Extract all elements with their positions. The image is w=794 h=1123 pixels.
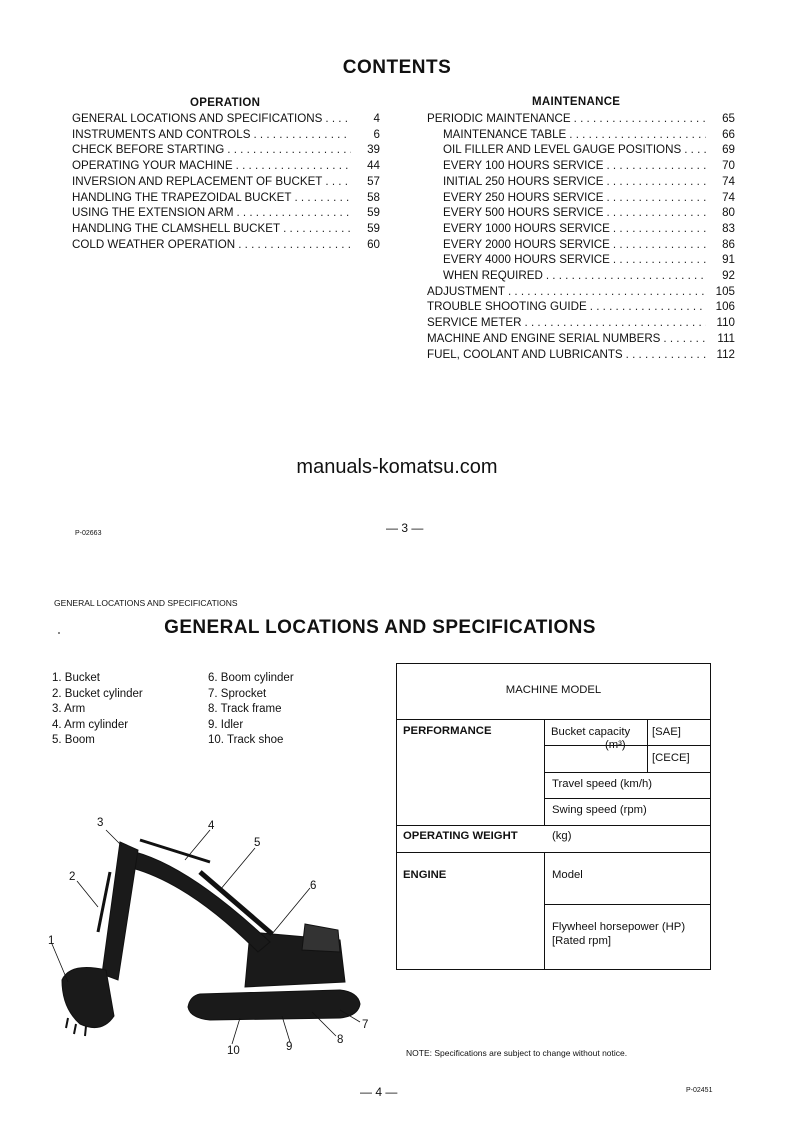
part-item: 2. Bucket cylinder [52, 687, 143, 700]
dot-leader [236, 205, 351, 221]
swing-speed-label: Swing speed (rpm) [552, 804, 647, 816]
page-number-4: — 4 — [360, 1085, 398, 1099]
dot-leader [569, 127, 706, 143]
engine-model-label: Model [552, 869, 583, 881]
dot-leader [590, 299, 706, 315]
operating-weight-label: OPERATING WEIGHT [403, 830, 518, 842]
dot-leader [606, 158, 706, 174]
toc-entry-title: USING THE EXTENSION ARM [72, 206, 234, 220]
toc-entry-title: EVERY 2000 HOURS SERVICE [443, 237, 610, 251]
dot-leader [613, 237, 706, 253]
toc-entry-page: 65 [722, 112, 735, 125]
toc-entry [427, 315, 735, 331]
toc-entry-page: 106 [715, 300, 735, 314]
kg-label: (kg) [552, 830, 572, 842]
engine-label: ENGINE [403, 869, 447, 881]
dot-leader [574, 111, 706, 127]
part-item: 5. Boom [52, 734, 95, 747]
dot-leader [227, 142, 351, 158]
part-item: 6. Boom cylinder [208, 672, 294, 684]
toc-entry-title: HANDLING THE CLAMSHELL BUCKET [72, 221, 281, 235]
toc-entry-title: INITIAL 250 HOURS SERVICE [443, 174, 604, 188]
toc-entry [427, 221, 735, 237]
toc-entry-title: EVERY 100 HOURS SERVICE [443, 159, 604, 173]
section-tag: GENERAL LOCATIONS AND SPECIFICATIONS [54, 598, 238, 608]
dot-leader [626, 347, 706, 363]
toc-entry-page: 57 [367, 174, 380, 188]
callout-5: 5 [254, 837, 261, 849]
section-title: GENERAL LOCATIONS AND SPECIFICATIONS [164, 617, 596, 638]
toc-entry-page: 110 [716, 316, 735, 330]
toc-entry-page: 92 [722, 269, 735, 283]
toc-entry-title: EVERY 500 HOURS SERVICE [443, 206, 604, 220]
toc-entry-title: MACHINE AND ENGINE SERIAL NUMBERS [427, 331, 661, 345]
ref-code-top: P-02663 [75, 530, 102, 537]
toc-entry-page: 39 [367, 143, 380, 157]
toc-entry-page: 69 [722, 143, 735, 157]
bucket-shape [62, 968, 114, 1028]
toc-entry-title: GENERAL LOCATIONS AND SPECIFICATIONS [72, 112, 323, 125]
toc-entry [427, 252, 735, 268]
toc-entry-title: WHEN REQUIRED [443, 269, 543, 283]
cece-label: [CECE] [652, 752, 690, 764]
toc-entry [72, 190, 380, 206]
arm-shape [102, 842, 138, 980]
dot-leader [236, 158, 351, 174]
dot-leader [525, 315, 707, 331]
toc-entry-page: 74 [722, 174, 735, 188]
toc-entry-page: 74 [722, 190, 735, 204]
toc-entry [72, 174, 380, 190]
toc-entry-title: TROUBLE SHOOTING GUIDE [427, 300, 587, 314]
dot-leader [663, 331, 706, 347]
toc-entry-page: 66 [722, 127, 735, 141]
toc-entry-page: 112 [716, 347, 735, 361]
dot-leader [606, 205, 706, 221]
track-shape [188, 990, 360, 1020]
toc-entry-title: FUEL, COOLANT AND LUBRICANTS [427, 347, 623, 361]
part-item: 10. Track shoe [208, 734, 284, 747]
callout-4: 4 [208, 820, 215, 832]
boom-shape [132, 852, 270, 952]
toc-entry-page: 59 [367, 206, 380, 220]
toc-entry [427, 268, 735, 284]
specification-note: NOTE: Specifications are subject to change without notice. [406, 1048, 628, 1058]
dot-leader [325, 174, 351, 190]
toc-entry-title: OIL FILLER AND LEVEL GAUGE POSITIONS [443, 143, 682, 157]
toc-entry [427, 174, 735, 190]
dot-leader [613, 252, 706, 268]
dot-leader [283, 221, 351, 237]
toc-entry-page: 6 [373, 127, 380, 141]
toc-entry-title: INSTRUMENTS AND CONTROLS [72, 127, 251, 141]
bucket-unit-label: (m³) [605, 739, 626, 751]
toc-entry-page: 91 [722, 253, 735, 267]
toc-entry-page: 70 [722, 159, 735, 173]
toc-entry-title: CHECK BEFORE STARTING [72, 143, 225, 157]
toc-entry [427, 158, 735, 174]
toc-entry-page: 86 [722, 237, 735, 251]
toc-entry [427, 190, 735, 206]
bucket-cylinder-shape [98, 872, 110, 932]
parts-list-right [208, 671, 294, 749]
toc-entry-title: SERVICE METER [427, 316, 522, 330]
toc-entry [427, 299, 735, 315]
callout-3: 3 [97, 817, 104, 829]
rated-rpm-label: [Rated rpm] [552, 935, 612, 947]
dot-leader [294, 190, 351, 206]
toc-entry-title: EVERY 250 HOURS SERVICE [443, 190, 604, 204]
part-item: 9. Idler [208, 718, 244, 731]
toc-entry [72, 142, 380, 158]
toc-entry-title: OPERATING YOUR MACHINE [72, 159, 233, 173]
watermark-text: manuals-komatsu.com [296, 456, 498, 478]
toc-entry [72, 127, 380, 143]
toc-entry-page: 111 [717, 331, 735, 345]
toc-entry-page: 83 [722, 221, 735, 235]
toc-entry-title: COLD WEATHER OPERATION [72, 237, 236, 251]
toc-entry [427, 127, 735, 143]
dot-leader [253, 127, 351, 143]
ref-code-bottom: P-02451 [686, 1087, 713, 1094]
part-item: 8. Track frame [208, 703, 282, 716]
performance-label: PERFORMANCE [403, 725, 492, 737]
toc-entry [72, 205, 380, 221]
maintenance-toc-list [427, 111, 735, 362]
toc-entry [427, 331, 735, 347]
sae-label: [SAE] [652, 726, 681, 738]
dot-leader [238, 237, 351, 253]
cab-shape [302, 924, 340, 952]
callout-8: 8 [337, 1034, 344, 1046]
toc-entry-page: 44 [367, 159, 380, 173]
machine-model-label: MACHINE MODEL [505, 684, 602, 696]
dot-leader [508, 284, 706, 300]
toc-entry [72, 158, 380, 174]
toc-entry-title: HANDLING THE TRAPEZOIDAL BUCKET [72, 190, 292, 204]
dot-leader [606, 174, 706, 190]
toc-entry-page: 58 [367, 190, 380, 204]
part-item: 3. Arm [52, 703, 86, 716]
toc-entry-page: 59 [367, 221, 380, 235]
dot-leader [684, 142, 706, 158]
dot-leader [613, 221, 706, 237]
toc-entry-title: ADJUSTMENT [427, 284, 505, 298]
toc-entry-title: EVERY 1000 HOURS SERVICE [443, 221, 610, 235]
part-item: 4. Arm cylinder [52, 718, 129, 731]
callout-6: 6 [310, 880, 317, 892]
excavator-illustration [40, 812, 385, 1060]
toc-entry-title: EVERY 4000 HOURS SERVICE [443, 253, 610, 267]
callout-7: 7 [362, 1019, 369, 1031]
callout-2: 2 [69, 871, 76, 883]
parts-list-left [52, 671, 143, 749]
part-item: 7. Sprocket [208, 687, 267, 700]
callout-9: 9 [286, 1041, 293, 1053]
flywheel-hp-label: Flywheel horsepower (HP) [552, 921, 686, 933]
toc-entry [427, 237, 735, 253]
contents-title: CONTENTS [342, 57, 452, 78]
toc-entry-page: 4 [373, 112, 380, 125]
bucket-capacity-label: Bucket capacity [551, 726, 631, 738]
toc-entry [427, 284, 735, 300]
dot-leader [606, 190, 706, 206]
toc-entry [72, 237, 380, 253]
maintenance-heading: MAINTENANCE [532, 96, 621, 108]
toc-entry-page: 60 [367, 237, 380, 251]
travel-speed-label: Travel speed (km/h) [552, 778, 653, 790]
toc-entry [427, 111, 735, 127]
toc-entry-title: MAINTENANCE TABLE [443, 127, 567, 141]
dot-leader [325, 111, 351, 127]
spec-table [396, 663, 711, 970]
toc-entry-title: INVERSION AND REPLACEMENT OF BUCKET [72, 174, 323, 188]
toc-entry [427, 347, 735, 363]
toc-entry [427, 142, 735, 158]
operation-heading: OPERATION [190, 97, 261, 109]
part-item: 1. Bucket [52, 672, 100, 684]
toc-entry [72, 111, 380, 127]
dot-leader [546, 268, 706, 284]
toc-entry [427, 205, 735, 221]
toc-entry-page: 80 [722, 206, 735, 220]
callout-1: 1 [48, 935, 55, 947]
callout-10: 10 [227, 1045, 240, 1057]
toc-entry-page: 105 [715, 284, 735, 298]
toc-entry [72, 221, 380, 237]
operation-toc-list [72, 111, 380, 252]
page-number-3: — 3 — [386, 521, 424, 535]
toc-entry-title: PERIODIC MAINTENANCE [427, 112, 571, 125]
